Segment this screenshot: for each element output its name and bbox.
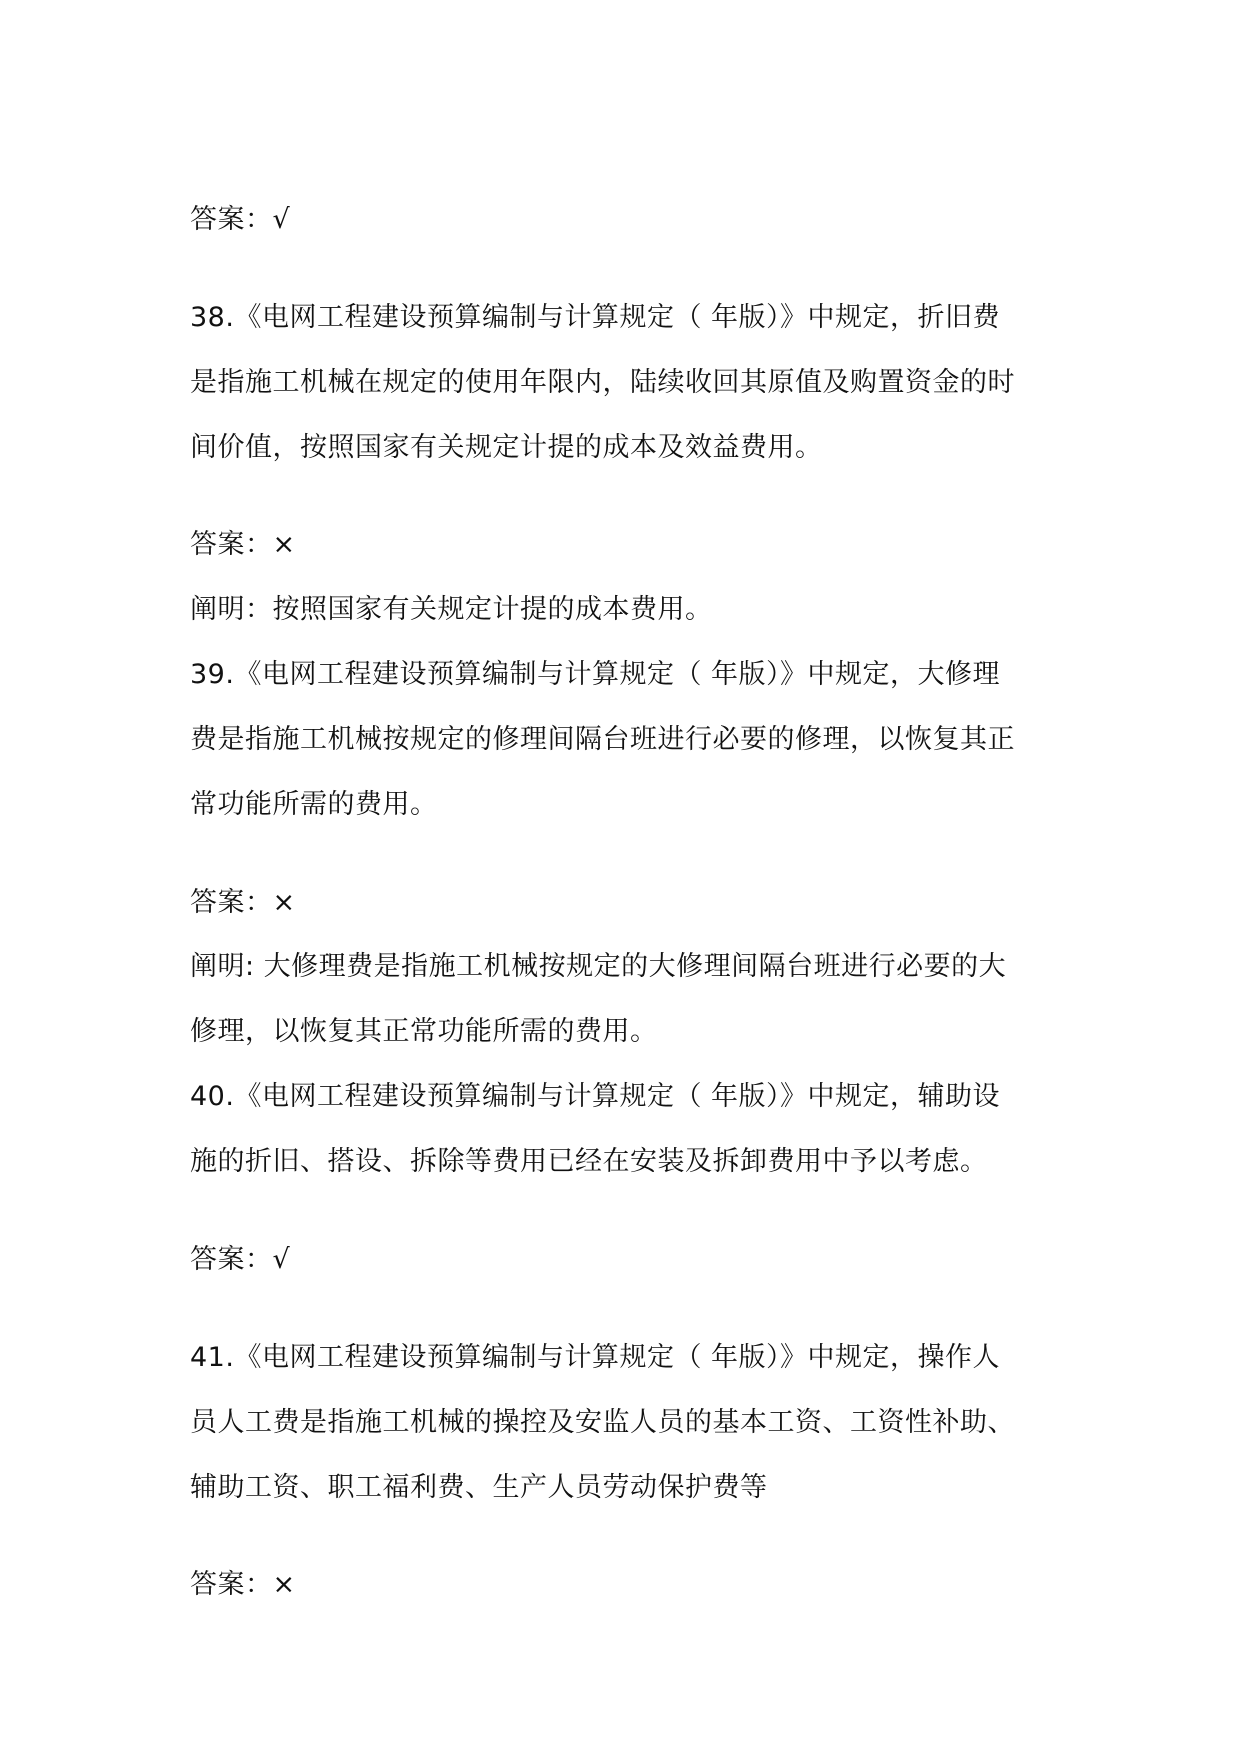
question-39-line-2: 费是指施工机械按规定的修理间隔台班进行必要的修理，以恢复其正 xyxy=(190,724,1015,755)
question-38-line-1: 38.《电网工程建设预算编制与计算规定（ 年版）》中规定，折旧费 xyxy=(190,302,1001,333)
question-38-line-3: 间价值，按照国家有关规定计提的成本及效益费用。 xyxy=(190,432,823,463)
question-41-line-3: 辅助工资、职工福利费、生产人员劳动保护费等 xyxy=(190,1472,768,1503)
question-40-line-1: 40.《电网工程建设预算编制与计算规定（ 年版）》中规定，辅助设 xyxy=(190,1081,1001,1112)
question-41-line-1: 41.《电网工程建设预算编制与计算规定（ 年版）》中规定，操作人 xyxy=(190,1342,1001,1373)
explanation-38: 阐明：按照国家有关规定计提的成本费用。 xyxy=(190,594,713,625)
answer-41: 答案：× xyxy=(190,1569,296,1600)
explanation-39-line-2: 修理，以恢复其正常功能所需的费用。 xyxy=(190,1016,658,1047)
answer-39: 答案：× xyxy=(190,887,296,918)
question-39-line-1: 39.《电网工程建设预算编制与计算规定（ 年版）》中规定，大修理 xyxy=(190,659,1001,690)
explanation-39-line-1: 阐明: 大修理费是指施工机械按规定的大修理间隔台班进行必要的大 xyxy=(190,951,1007,982)
answer-40: 答案：√ xyxy=(190,1244,291,1275)
question-39-line-3: 常功能所需的费用。 xyxy=(190,789,438,820)
question-40-line-2: 施的折旧、搭设、拆除等费用已经在安装及拆卸费用中予以考虑。 xyxy=(190,1146,988,1177)
question-38-line-2: 是指施工机械在规定的使用年限内，陆续收回其原值及购置资金的时 xyxy=(190,367,1015,398)
answer-36: 答案：√ xyxy=(190,204,291,235)
question-41-line-2: 员人工费是指施工机械的操控及安监人员的基本工资、工资性补助、 xyxy=(190,1407,1015,1438)
answer-38: 答案：× xyxy=(190,529,296,560)
